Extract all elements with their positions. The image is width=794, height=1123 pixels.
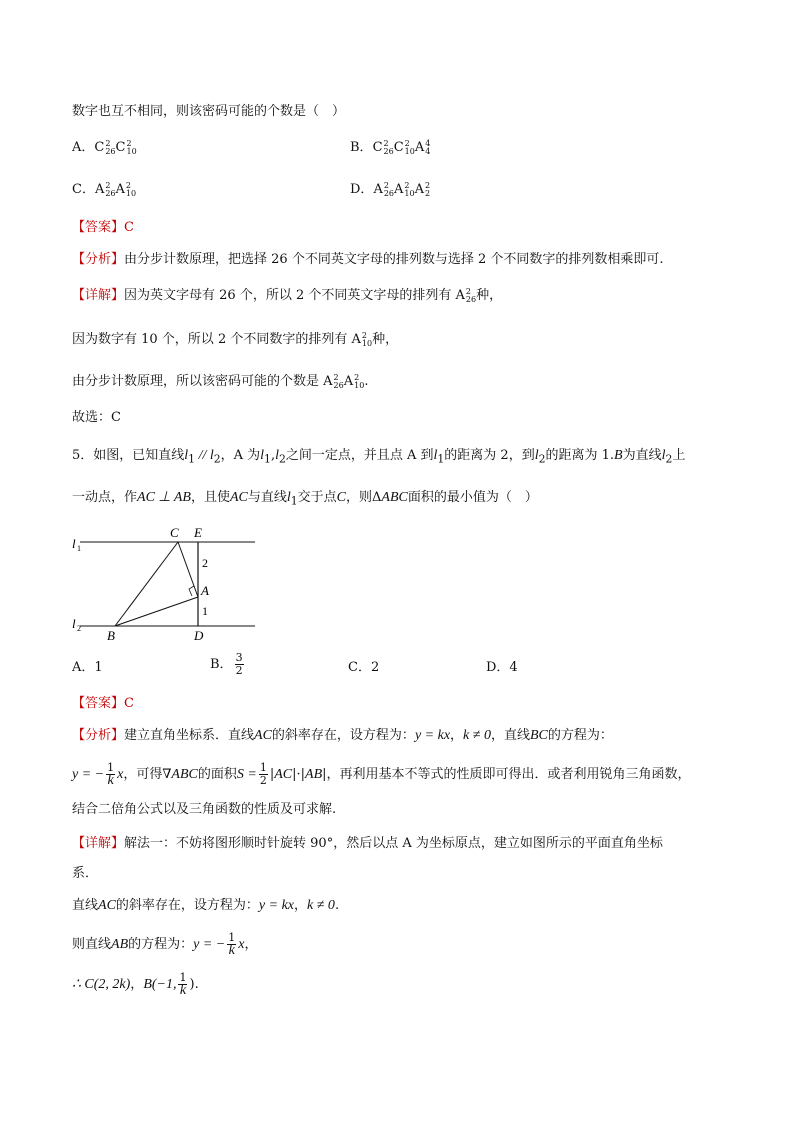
q5-detail-4: 则直线AB的方程为：y = − $\frac{1}{k}$ x， <box>72 931 258 958</box>
q4-answer: 【答案】C <box>72 220 134 235</box>
label-l2: l <box>72 616 76 631</box>
q4-detail-2: 因为数字有 10 个，所以 2 个不同数字的排列有 A 2 10 种， <box>72 330 399 348</box>
segment-BC <box>115 542 178 626</box>
q4-stem-tail: 数字也互不相同，则该密码可能的个数是（ ） <box>72 104 346 119</box>
label-B: B <box>107 628 115 643</box>
segment-CA <box>178 542 198 597</box>
q4-option-b[interactable]: B．C 2 26 C 2 10 A 4 4 <box>350 138 431 156</box>
label-A: A <box>201 583 209 598</box>
q4-option-c[interactable]: C．A 2 26 A 2 10 <box>72 180 137 198</box>
q4-option-a[interactable]: A．C 2 26 C 2 10 <box>72 138 137 156</box>
q5-analysis-2: y = − $\frac{1}{k}$ x，可得∇ABC的面积S = $\frac{1}{2}$ |AC|·|AB|，再利用基本不等式的性质即可得出．或者利用锐角三角函数， <box>72 761 691 788</box>
q5-option-d[interactable]: D．4 <box>486 660 518 675</box>
q4-choose: 故选：C <box>72 410 121 425</box>
label-C: C <box>170 525 179 540</box>
q5-detail-1: 【详解】解法一：不妨将图形顺时针旋转 90°，然后以点 A 为坐标原点，建立如图所示的平面直角坐标 <box>72 836 663 851</box>
q4-detail-3: 由分步计数原理，所以该密码可能的个数是 A 2 26 A 2 10 . <box>72 372 369 390</box>
q5-detail-2: 系． <box>72 866 99 881</box>
right-angle-mark <box>189 586 194 596</box>
label-l1: l <box>72 536 76 551</box>
q5-figure <box>70 520 270 645</box>
q4-detail-1: 【详解】因为英文字母有 26 个，所以 2 个不同英文字母的排列有 A 2 26 种， <box>72 286 503 304</box>
q5-stem-line-2: 一动点，作AC ⊥ AB，且使AC与直线$l_1$交于点C，则ΔABC面积的最小值为（ ） <box>72 490 538 508</box>
q5-analysis-1: 【分析】建立直角坐标系．直线AC的斜率存在，设方程为：y = kx，k ≠ 0，直线BC的方程为： <box>72 728 613 743</box>
label-dist-2: 2 <box>202 556 208 570</box>
segment-BA <box>115 597 198 626</box>
label-D: D <box>194 628 204 643</box>
label-l2-sub: 2 <box>77 624 81 633</box>
q5-detail-3: 直线AC的斜率存在，设方程为：y = kx，k ≠ 0. <box>72 898 340 913</box>
label-dist-1: 1 <box>202 604 208 618</box>
label-E: E <box>194 525 202 540</box>
q5-answer: 【答案】C <box>72 696 134 711</box>
q4-option-d[interactable]: D．A 2 26 A 2 10 A 2 2 <box>350 180 431 198</box>
q4-analysis: 【分析】由分步计数原理，把选择 26 个不同英文字母的排列数与选择 2 个不同数字的排列数相乘即可. <box>72 252 664 267</box>
q5-analysis-3: 结合二倍角公式以及三角函数的性质及可求解. <box>72 802 337 817</box>
label-l1-sub: 1 <box>77 544 81 553</box>
q5-option-a[interactable]: A．1 <box>72 660 103 675</box>
q5-option-b[interactable]: B． $\frac{3}{2}$ <box>210 651 243 677</box>
q5-stem-line-1: 5．如图，已知直线$l_1 // l_2$，A 为$l_1,l_2$之间一定点，并且点 A 到$l_1$的距离为 2，到$l_2$的距离为 1.B为直线$l_2$上 <box>72 448 686 466</box>
q5-detail-5: ∴ C(2, 2k)，B(−1, $\frac{1}{k}$ ). <box>72 971 199 998</box>
q5-option-c[interactable]: C．2 <box>348 660 380 675</box>
